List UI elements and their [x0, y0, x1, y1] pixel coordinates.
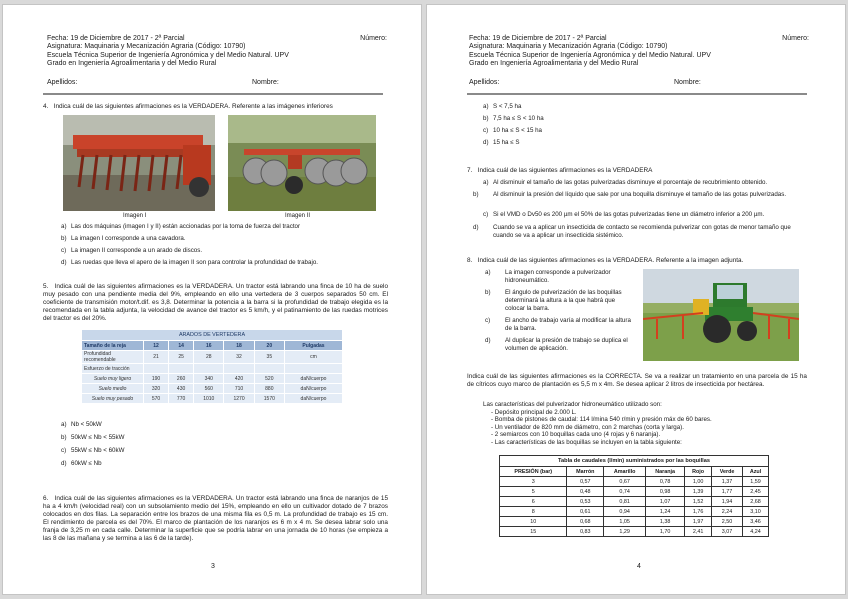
- q8-option-b[interactable]: b) El ángulo de pulverización de las boquillas determinará la altura a la que habrá que colocar la barra.: [485, 289, 622, 312]
- question-9: [467, 373, 807, 389]
- question-number: 5.: [43, 283, 49, 290]
- page-number: 4: [637, 563, 641, 570]
- image-II-photo: [228, 115, 376, 211]
- date-line: Fecha: 19 de Diciembre de 2017 - 2ª Parcial: [469, 35, 607, 42]
- page-4: [426, 4, 846, 595]
- q6-option-b[interactable]: b) 7,5 ha ≤ S < 10 ha: [483, 115, 544, 122]
- school-line: Escuela Técnica Superior de Ingeniería Agronómica y del Medio Natural. UPV: [47, 51, 289, 59]
- q5-option-a[interactable]: a) Nb < 50kW: [61, 421, 102, 428]
- spec-item: - Las características de las boquillas se incluyen en la tabla siguiente:: [491, 438, 682, 446]
- number-label: Número:: [360, 35, 387, 42]
- q4-option-a[interactable]: a) Las dos máquinas (imagen I y II) están accionadas por la toma de fuerza del tractor: [61, 223, 301, 230]
- table-row: 3 0,57 0,67 0,78 1,00 1,37 1,59: [500, 477, 769, 487]
- number-label: Número:: [782, 35, 809, 42]
- question-number: 7.: [467, 167, 473, 174]
- q5-option-b[interactable]: b) 50kW ≤ Nb < 55kW: [61, 434, 125, 441]
- q8-option-a[interactable]: a) La imagen corresponde a pulverizador hidroneumático.: [485, 269, 611, 284]
- table-row: Profundidad recomendable 21 25 28 32 35 cm: [82, 351, 343, 364]
- q4-option-d[interactable]: d) Las ruedas que lleva el apero de la imagen II son para controlar la profundidad de trabajo.: [61, 259, 318, 266]
- question-text: Indica cuál de las siguientes afirmaciones es la VERDADERA. Un tractor está labrando una finca de naranjos de 15 ha a 4 km/h (velocidad real) con un subsolamiento medio del 15%, empleando en ello un cultivador dotado de 7 brazos colocados en dos filas. La separación entre los brazos de una misma fila es 0,5 m. La profundidad de trabajo es 15 cm. El rendimiento de parcela es del 70%. El marco de plantación de los naranjos es 6 m x 4 m. Se desea labrar solo una franja de 3,25 m en cada calle. Determinar la superficie que se podría labrar en una jornada de 10 horas (se empieza a las 8 de las mañana y se termina a las 6 de la tarde).: [43, 495, 389, 542]
- question-text: Indica cuál de las siguientes afirmaciones es la VERDADERA. Un tractor está labrando una finca de 10 ha de suelo muy pesado con una pendiente media del 9%, empleando en ello una vertedera de 3 cuerpos separados 50 cm. El coeficiente de transmisión motor/t.dif. es 3,8. Determinar la potencia a la barra si la profundidad de trabajo elegida es la recomendada en la tabla adjunta, la velocidad de avance del tractor es 5 km/h, y el patinamiento de las ruedas motrices del tractor es del 20%.: [43, 283, 389, 322]
- image-I-caption: Imagen I: [123, 213, 147, 219]
- question-text: Indica cuál de las siguientes afirmaciones es la VERDADERA. Referente a la imagen adjunta.: [477, 257, 744, 264]
- question-number: 6.: [43, 495, 49, 502]
- question-4: [43, 103, 388, 111]
- name-label: Nombre:: [674, 78, 701, 86]
- q7-option-a[interactable]: a) Al disminuir el tamaño de las gotas pulverizadas disminuye el porcentaje de recubrimiento obtenido.: [483, 179, 768, 186]
- q6-option-c[interactable]: c) 10 ha ≤ S < 15 ha: [483, 127, 542, 134]
- spec-item: - Un ventilador de 820 mm de diámetro, con 2 marchas (corta y larga).: [491, 423, 684, 431]
- caudales-table: [499, 455, 769, 537]
- question-text: Indica cuál de las siguientes afirmaciones es la VERDADERA. Referente a las imágenes inferiores: [53, 103, 333, 110]
- q8-option-c[interactable]: c) El ancho de trabajo varía al modificar la altura de la barra.: [485, 317, 631, 332]
- table-row: Suelo muy pesado 570 770 1010 1270 1570 daN/cuerpo: [82, 394, 343, 404]
- question-text: Indica cuál de las siguientes afirmaciones es la CORRECTA. Se va a realizar un tratamiento en una parcela de 15 ha de cítricos cuyo marco de plantación es 5,5 m x 4m. Se desea aplicar 2 litros de insecticida por hectárea.: [467, 373, 807, 388]
- q7-option-d[interactable]: d) Cuando se va a aplicar un insecticida de contacto se recomienda pulverizar con gotas de menor tamaño que cuando se va a aplicar un insecticida sistémico.: [473, 224, 791, 239]
- spec-item: - Depósito principal de 2.000 L.: [491, 409, 577, 416]
- image-I-photo: [63, 115, 215, 211]
- question-5: [43, 283, 388, 323]
- page-3: [2, 4, 422, 595]
- table-row: 5 0,48 0,74 0,98 1,39 1,77 2,45: [500, 487, 769, 497]
- spec-item: - 2 semiarcos con 10 boquillas cada uno (4 rojas y 6 naranja).: [491, 431, 661, 439]
- q5-option-c[interactable]: c) 55kW ≤ Nb < 60kW: [61, 447, 125, 454]
- header-divider: [43, 93, 383, 95]
- table-row: Esfuerzo de tracción: [82, 364, 343, 374]
- exam-header: [469, 35, 809, 87]
- header-divider: [467, 93, 807, 95]
- q5-option-d[interactable]: d) 60kW ≤ Nb: [61, 460, 102, 467]
- q8-option-d[interactable]: d) Al duplicar la presión de trabajo se duplica el volumen de aplicación.: [485, 337, 628, 352]
- image-II-caption: Imagen II: [285, 213, 311, 219]
- q7-option-c[interactable]: c) Si el VMD o Dv50 es 200 µm el 50% de las gotas pulverizadas tiene un diámetro inferior a 200 µm.: [483, 211, 765, 218]
- date-line: Fecha: 19 de Diciembre de 2017 - 2ª Parcial: [47, 35, 185, 42]
- q6-option-a[interactable]: a) S < 7,5 ha: [483, 103, 522, 110]
- q6-option-d[interactable]: d) 15 ha ≤ S: [483, 139, 520, 146]
- subject-line: Asignatura: Maquinaria y Mecanización Agraria (Código: 10790): [469, 43, 668, 51]
- degree-line: Grado en Ingeniería Agroalimentaria y del Medio Rural: [469, 60, 639, 68]
- table-row: 8 0,61 0,94 1,24 1,76 2,24 3,10: [500, 507, 769, 517]
- arados-table: [81, 329, 343, 404]
- question-number: 4.: [43, 103, 49, 110]
- sprayer-photo: [643, 269, 799, 361]
- name-label: Nombre:: [252, 78, 279, 86]
- table-title: ARADOS DE VERTEDERA: [82, 330, 343, 341]
- table-header-row: PRESIÓN (bar) Marrón Amarillo Naranja Rojo Verde Azul: [500, 467, 769, 477]
- degree-line: Grado en Ingeniería Agroalimentaria y del Medio Rural: [47, 60, 217, 68]
- school-line: Escuela Técnica Superior de Ingeniería Agronómica y del Medio Natural. UPV: [469, 51, 711, 59]
- page-number: 3: [211, 563, 215, 570]
- exam-header: [47, 35, 387, 87]
- q4-option-b[interactable]: b) La imagen I corresponde a una cavadora.: [61, 235, 186, 242]
- table-title: Tabla de caudales (l/min) suministrados por las boquillas: [500, 456, 769, 467]
- question-7: [467, 167, 807, 175]
- q4-option-c[interactable]: c) La imagen II corresponde a un arado de discos.: [61, 247, 203, 254]
- question-text: Indica cuál de las siguientes afirmaciones es la VERDADERA: [477, 167, 653, 174]
- table-row: Suelo muy ligero 190 260 340 420 520 daN/cuerpo: [82, 374, 343, 384]
- surname-label: Apellidos:: [47, 78, 78, 86]
- question-6: [43, 495, 388, 543]
- table-row: 10 0,68 1,05 1,38 1,97 2,50 3,46: [500, 517, 769, 527]
- table-row: 15 0,83 1,29 1,70 2,41 3,07 4,24: [500, 527, 769, 537]
- table-row: 6 0,53 0,81 1,07 1,52 1,94 2,68: [500, 497, 769, 507]
- q7-option-b[interactable]: b) Al disminuir la presión del líquido que sale por una boquilla disminuye el tamaño de las gotas pulverizadas.: [473, 191, 787, 198]
- table-row: Suelo medio 320 430 560 710 880 daN/cuerpo: [82, 384, 343, 394]
- spec-item: - Bomba de pistones de caudal: 114 l/mina 540 r/min y presión máx de 60 bares.: [491, 416, 712, 424]
- table-header-row: Tamaño de la reja 12 14 16 18 20 Pulgadas: [82, 341, 343, 351]
- question-number: 8.: [467, 257, 473, 264]
- surname-label: Apellidos:: [469, 78, 500, 86]
- question-8: [467, 257, 807, 265]
- specs-intro: Las características del pulverizador hidroneumático utilizado son:: [483, 401, 662, 408]
- subject-line: Asignatura: Maquinaria y Mecanización Agraria (Código: 10790): [47, 43, 246, 51]
- sprayer-specs: [483, 401, 803, 446]
